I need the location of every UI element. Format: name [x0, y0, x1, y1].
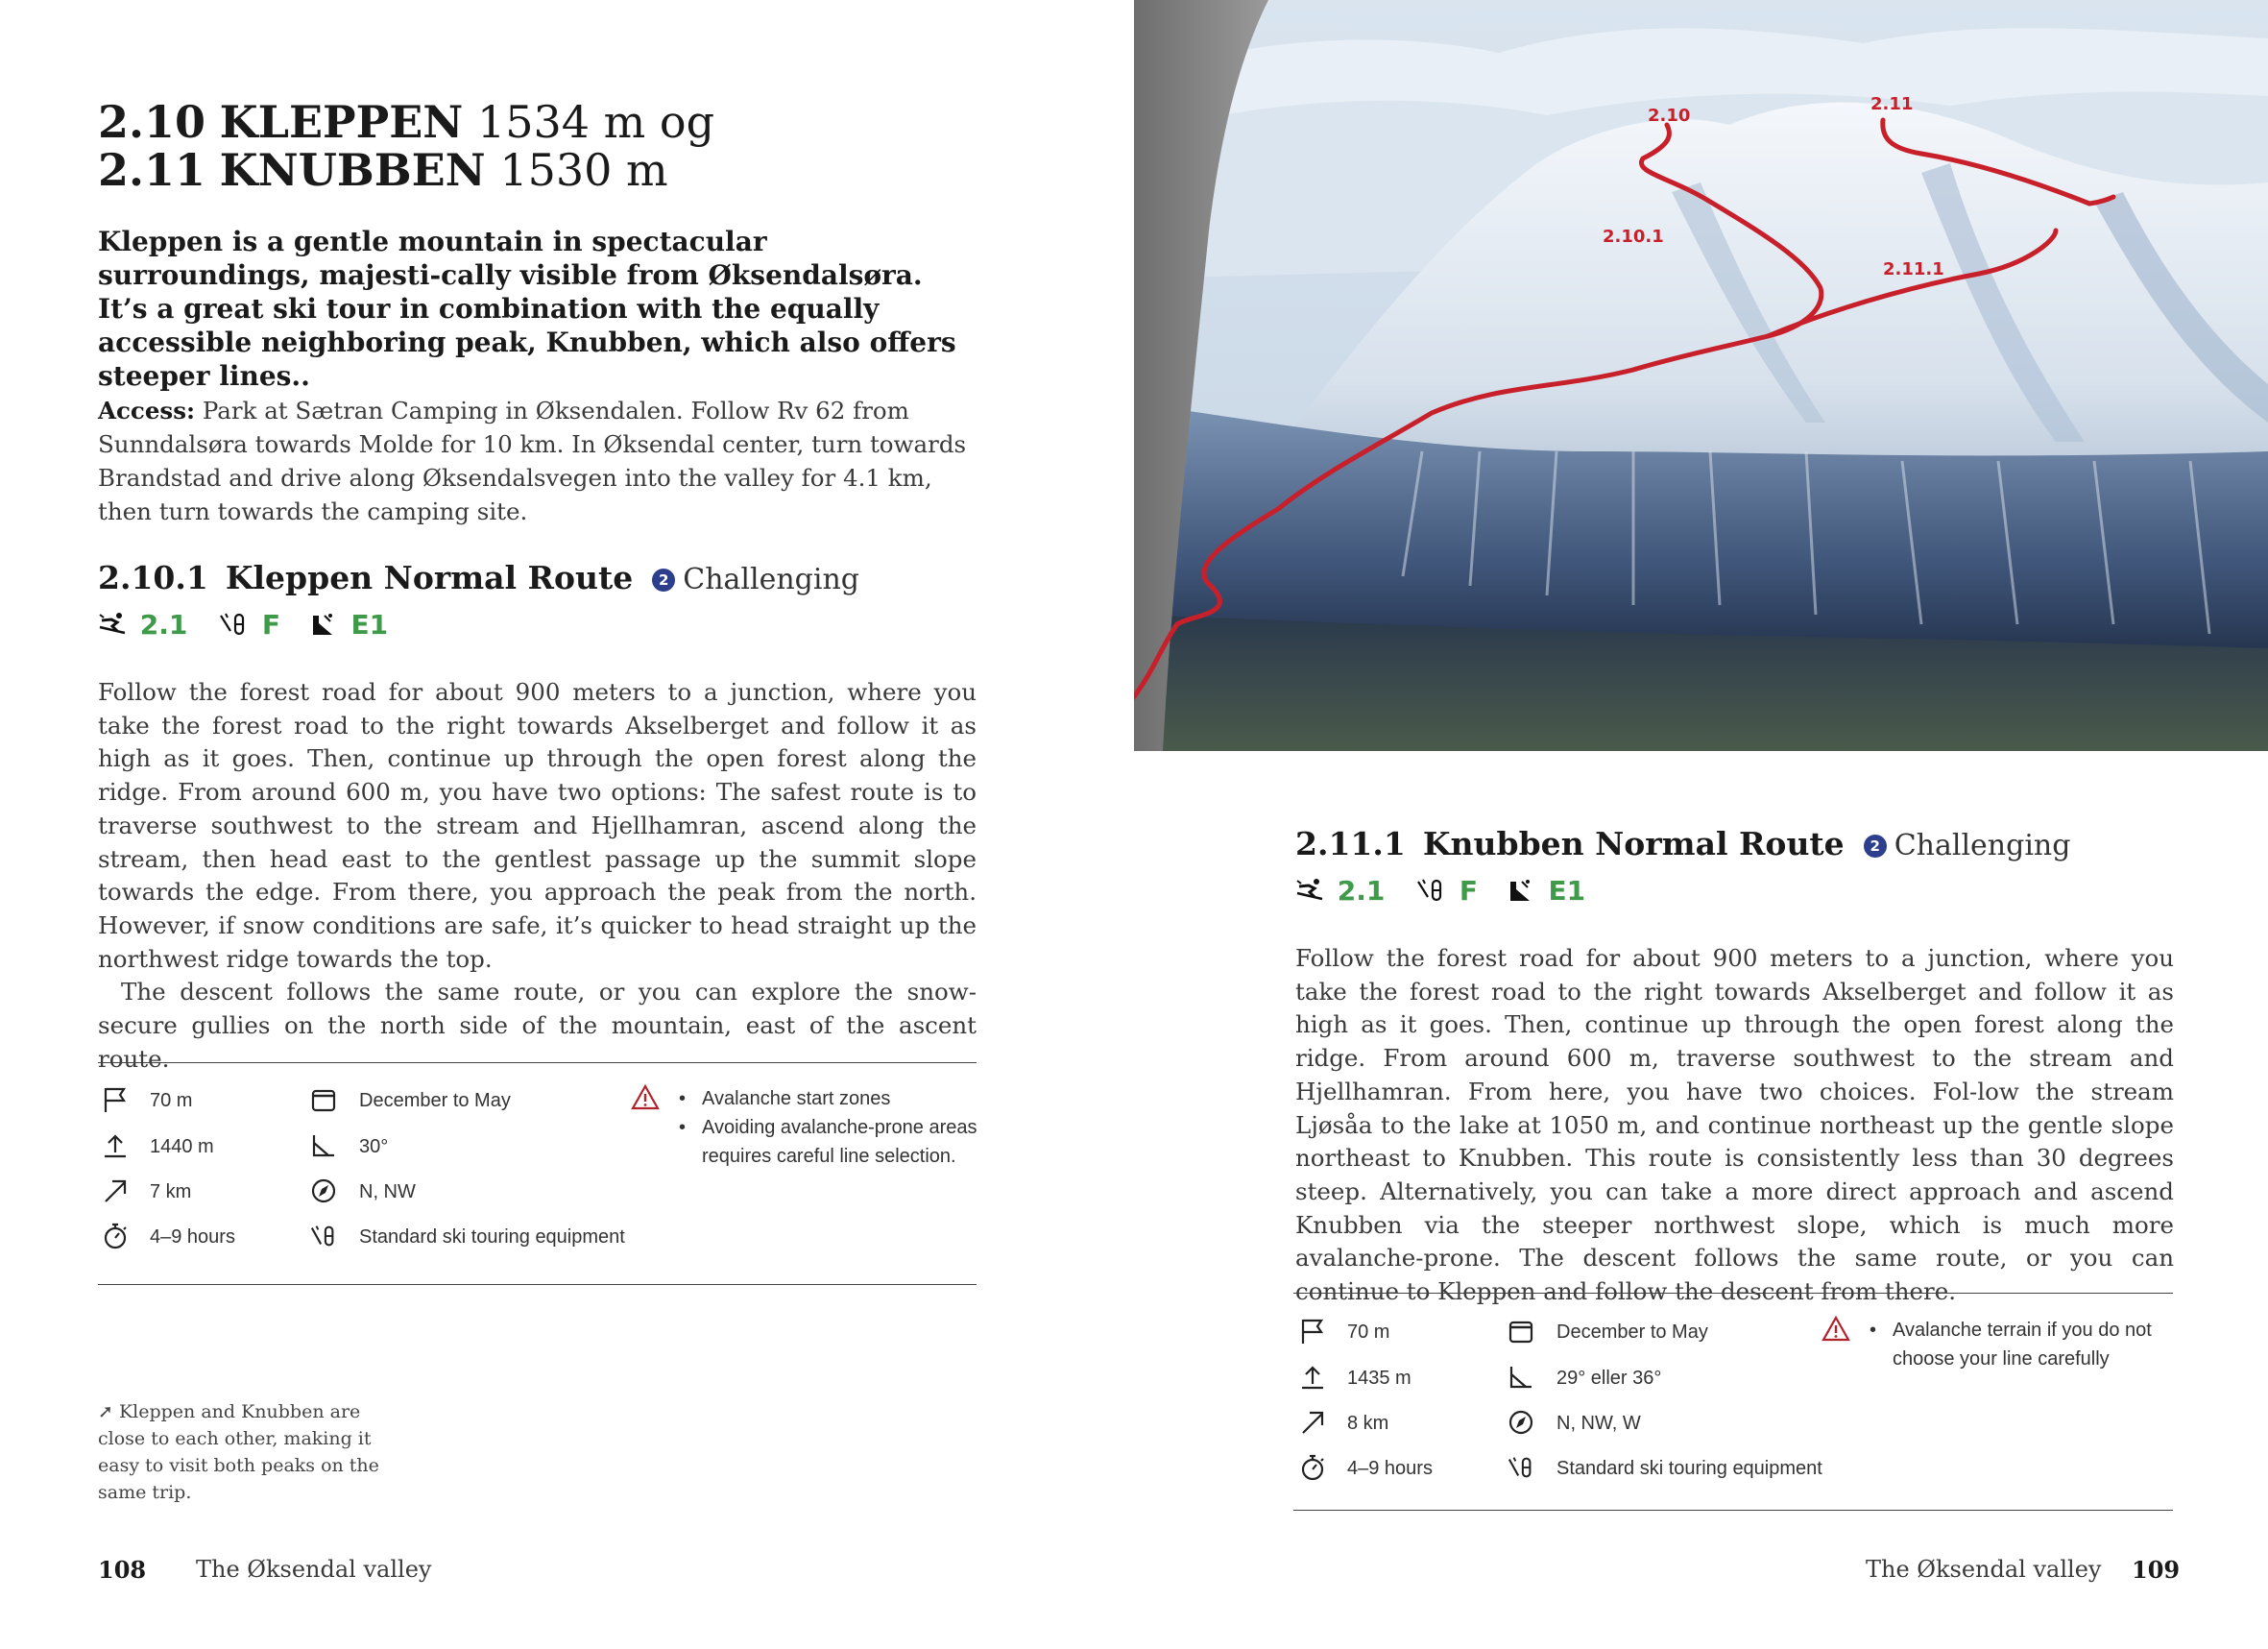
slope-angle-icon: [309, 1131, 338, 1160]
compass-icon: [1507, 1408, 1535, 1437]
info-aspect: N, NW, W: [1556, 1413, 1641, 1434]
right-page: [1134, 0, 2268, 1649]
grade-ski: 2.1: [1337, 875, 1386, 907]
access-text: Park at Sætran Camping in Øksendalen. Follow Rv 62 from Sunndalsøra towards Molde for 10 km. In Øksendal center, turn towards Brandstad and drive along Øksendalsvegen into the valley for 4.1 km, then turn towards the camping site.: [98, 397, 967, 525]
photo-label-2-10-1: 2.10.1: [1603, 227, 1664, 247]
info-distance: 7 km: [150, 1181, 192, 1202]
info-box: [1295, 1312, 2174, 1504]
difficulty-badge: 2: [652, 569, 675, 592]
info-aspect: N, NW: [359, 1181, 416, 1202]
info-start-altitude: 70 m: [1347, 1322, 1390, 1343]
info-elevation-gain: 1435 m: [1347, 1368, 1411, 1389]
route-photo: [1134, 0, 2268, 751]
info-steepness: 29° eller 36°: [1556, 1368, 1662, 1389]
ski-equipment-icon: [1415, 878, 1446, 903]
info-rule-bottom: [98, 1284, 977, 1285]
ascent-icon: [1298, 1363, 1327, 1392]
skier-icon: [98, 612, 127, 637]
route-paragraph-2: The descent follows the same route, or you can explore the snow-secure gullies on the north side of the mountain, east of the ascent route.: [98, 978, 977, 1073]
difficulty-label: Challenging: [683, 563, 859, 596]
warning-triangle-icon: [631, 1083, 660, 1112]
info-season: December to May: [359, 1090, 511, 1111]
warning-triangle-icon: [1822, 1315, 1850, 1344]
grade-equipment: F: [261, 609, 280, 641]
title-number-1: 2.10: [98, 96, 206, 148]
ski-equipment-icon: [1507, 1453, 1535, 1482]
hazard-list: [679, 1084, 986, 1171]
grade-ski: 2.1: [139, 609, 188, 641]
route-grades: [1295, 875, 1606, 908]
page-title: [98, 98, 1020, 194]
title-rest-2: 1530 m: [499, 144, 668, 196]
route-description: [98, 676, 977, 1076]
photo-label-2-10: 2.10: [1648, 106, 1691, 126]
info-steepness: 30°: [359, 1136, 389, 1157]
route-name: Knubben Normal Route: [1422, 825, 1845, 862]
route-heading: [98, 559, 859, 599]
route-paragraph-1: Follow the forest road for about 900 meters to a junction, where you take the forest road to the right towards Akselberget and follow it as high as it goes. Then, continue up through the open forest along the ridge. From around 600 m, you have two options: The safest route is to traverse southwest to the stream and Hjellhamran, ascend along the stream, then head east to the gentlest passage up the summit slope towards the edge. From there, you approach the peak from the north. However, if snow conditions are safe, it’s quicker to head straight up the northwest ridge towards the top.: [98, 678, 977, 973]
route-paragraph-1: Follow the forest road for about 900 meters to a junction, where you take the forest road to the right towards Akselberget and follow it as high as it goes. Then, continue up through the open forest along the ridge. From around 600 m, traverse southwest to the stream and Hjellhamran. From here, you have two choices. Fol-low the stream Ljøsåa to the lake at 1050 m, and continue northeast up the gentle slope northeast to Knubben. This route is consistently less than 30 degrees steep. Alternatively, you can take a more direct approach and ascend Knubben via the steeper northwest slope, which is much more avalanche-prone. The descent follows the same route, or you can continue to Kleppen and follow the descent from there.: [1295, 944, 2174, 1306]
info-box: [98, 1080, 977, 1273]
aerial-mountain-photo: [1134, 0, 2268, 751]
running-footer: The Øksendal valley: [196, 1556, 432, 1583]
arrow-diagonal-icon: [101, 1176, 130, 1205]
hazard-item: • Avalanche start zones: [679, 1084, 986, 1113]
info-elevation-gain: 1440 m: [150, 1136, 214, 1157]
hazard-list: [1870, 1316, 2177, 1373]
exposure-icon: [1508, 878, 1535, 903]
difficulty-badge: 2: [1864, 835, 1887, 858]
info-rule-top: [98, 1062, 977, 1063]
compass-icon: [309, 1176, 338, 1205]
info-duration: 4–9 hours: [1347, 1458, 1433, 1479]
photo-label-2-11: 2.11: [1870, 94, 1914, 114]
grade-exposure: E1: [1548, 875, 1586, 907]
info-distance: 8 km: [1347, 1413, 1389, 1434]
route-number: 2.10.1: [98, 559, 208, 596]
route-name: Kleppen Normal Route: [225, 559, 634, 596]
info-equipment: Standard ski touring equipment: [359, 1226, 625, 1248]
access-label: Access:: [98, 397, 196, 424]
arrow-diagonal-icon: [1298, 1408, 1327, 1437]
ascent-icon: [101, 1131, 130, 1160]
route-description: [1295, 942, 2174, 1309]
info-rule-bottom: [1293, 1510, 2173, 1511]
info-duration: 4–9 hours: [150, 1226, 235, 1248]
slope-angle-icon: [1507, 1363, 1535, 1392]
ski-equipment-icon: [218, 612, 249, 637]
skier-icon: [1295, 878, 1324, 903]
page-number: 108: [98, 1556, 147, 1584]
running-footer: The Øksendal valley: [1866, 1556, 2102, 1583]
stopwatch-icon: [101, 1222, 130, 1250]
flag-icon: [1298, 1317, 1327, 1346]
grade-equipment: F: [1459, 875, 1478, 907]
calendar-icon: [1507, 1317, 1535, 1346]
route-grades: [98, 609, 409, 642]
page-number: 109: [2132, 1556, 2181, 1584]
caption-text: Kleppen and Knubben are close to each other, making it easy to visit both peaks on the same trip.: [98, 1401, 379, 1503]
flag-icon: [101, 1085, 130, 1114]
title-name-2: KNUBBEN: [219, 144, 486, 196]
info-rule-top: [1293, 1293, 2173, 1294]
info-start-altitude: 70 m: [150, 1090, 193, 1111]
title-number-2: 2.11: [98, 144, 206, 196]
route-number: 2.11.1: [1295, 825, 1406, 862]
title-name-1: KLEPPEN: [219, 96, 464, 148]
grade-exposure: E1: [350, 609, 389, 641]
ski-equipment-icon: [309, 1222, 338, 1250]
route-heading: [1295, 825, 2070, 865]
lead-paragraph: Kleppen is a gentle mountain in spectacular surroundings, majesti-cally visible from Øksendalsøra. It’s a great ski tour in combination with the equally accessible neighboring peak, Knubben, which also offers steeper lines..: [98, 226, 956, 392]
calendar-icon: [309, 1085, 338, 1114]
info-season: December to May: [1556, 1322, 1708, 1343]
hazard-item: • Avoiding avalanche-prone areas requires careful line selection.: [679, 1113, 986, 1171]
hazard-item: • Avalanche terrain if you do not choose your line carefully: [1870, 1316, 2177, 1373]
exposure-icon: [311, 612, 338, 637]
stopwatch-icon: [1298, 1453, 1327, 1482]
info-equipment: Standard ski touring equipment: [1556, 1458, 1822, 1479]
photo-caption: [98, 1398, 405, 1506]
caption-arrow-icon: ➚: [98, 1401, 113, 1422]
difficulty-label: Challenging: [1894, 829, 2071, 862]
photo-label-2-11-1: 2.11.1: [1883, 259, 1944, 279]
title-rest-1: 1534 m og: [476, 96, 715, 148]
access-paragraph: [98, 394, 977, 528]
